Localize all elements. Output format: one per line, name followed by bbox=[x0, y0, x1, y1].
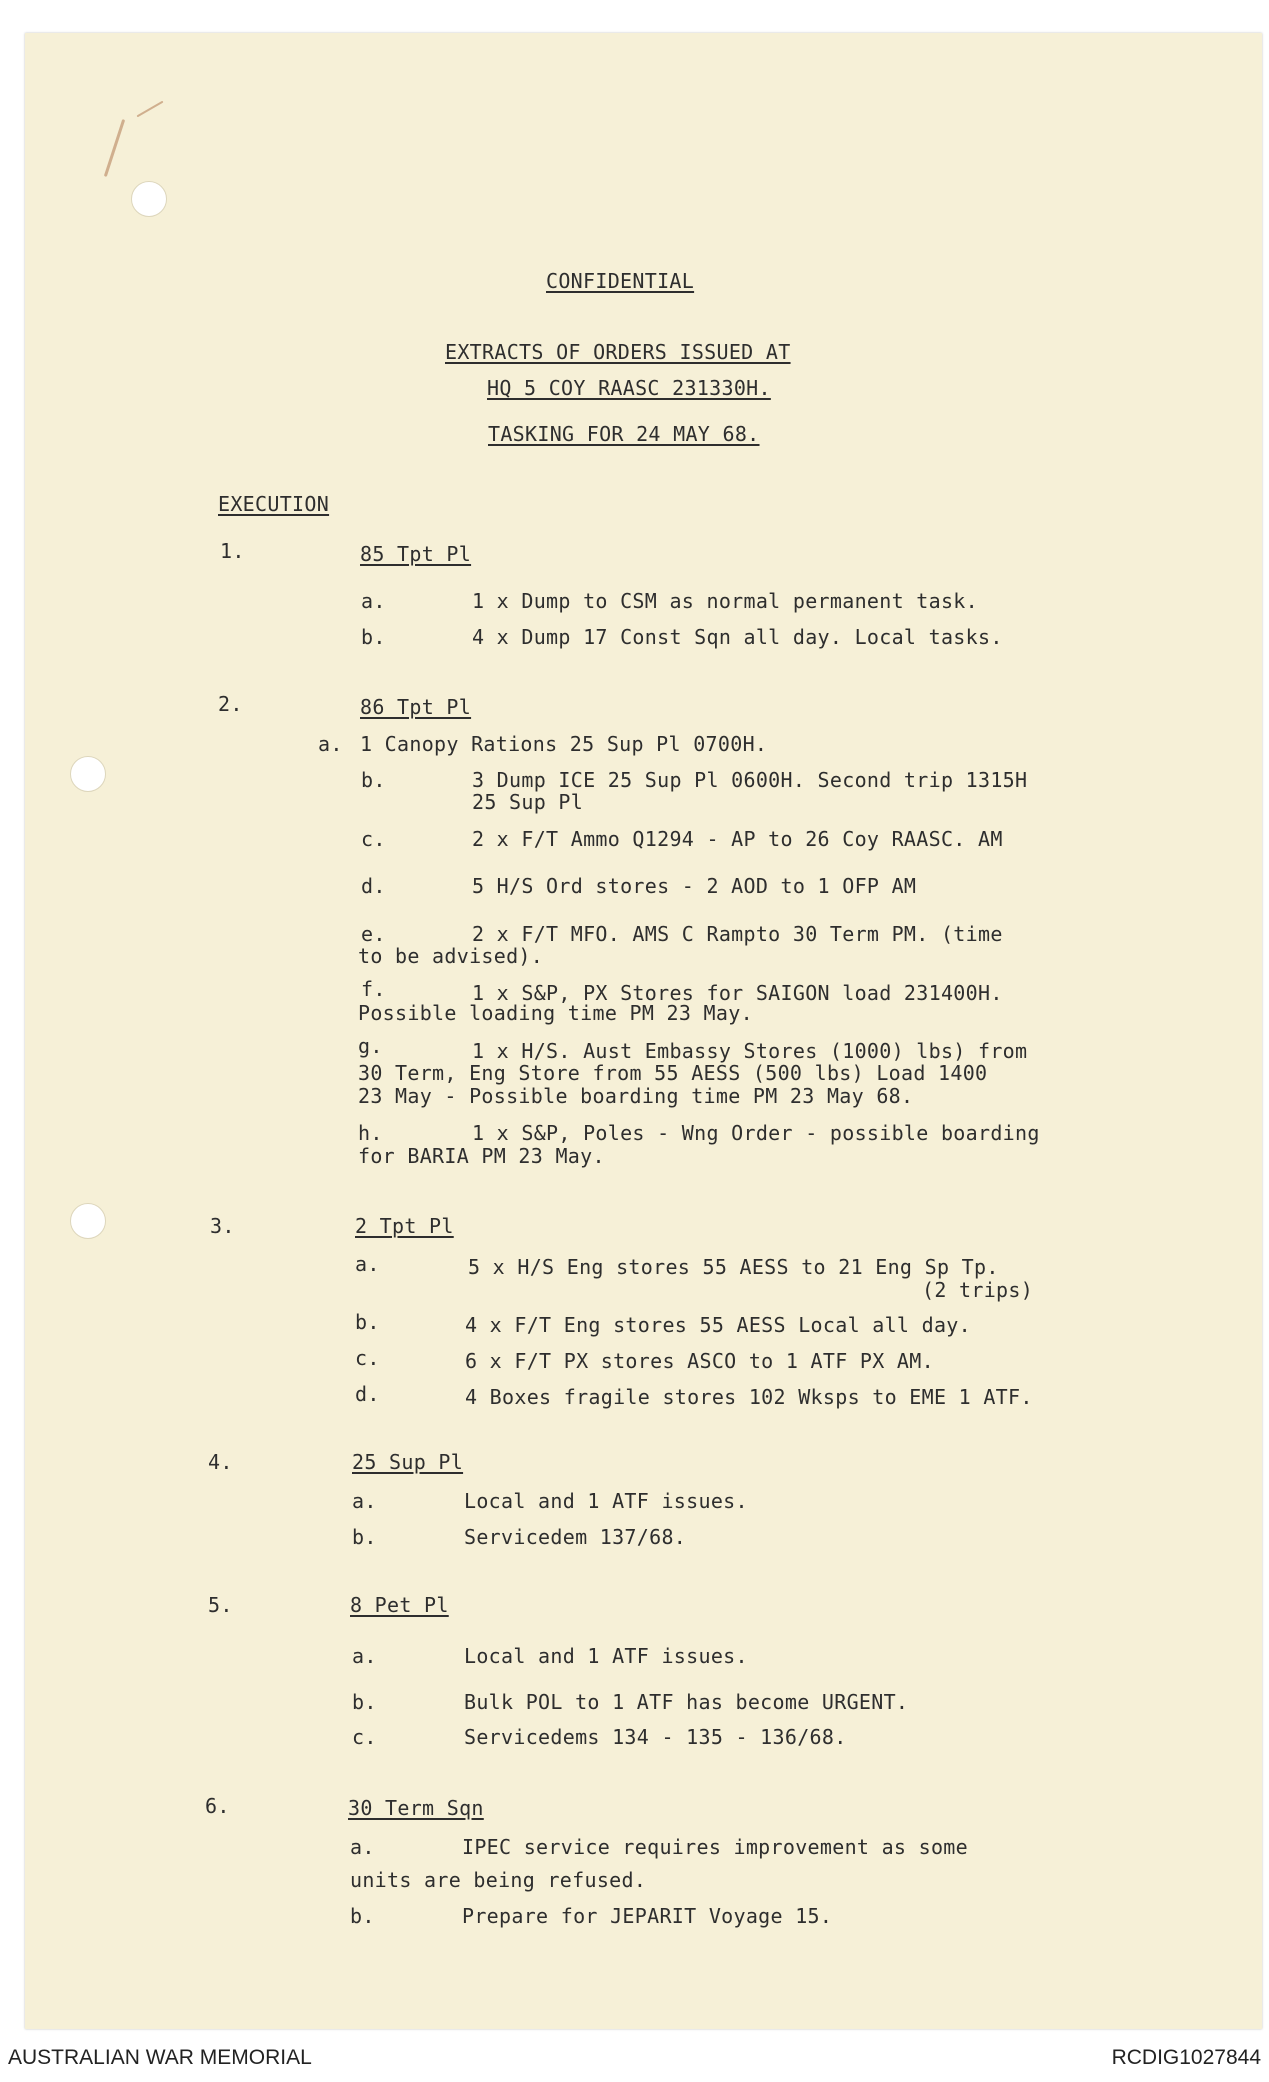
item-text: 4 x Dump 17 Const Sqn all day. Local tasks. bbox=[472, 625, 1003, 649]
item-text: (2 trips) bbox=[922, 1278, 1034, 1302]
item-letter: g. bbox=[358, 1034, 383, 1058]
item-text: 1 Canopy Rations 25 Sup Pl 0700H. bbox=[360, 732, 768, 756]
item-text: 2 x F/T Ammo Q1294 - AP to 26 Coy RAASC. AM bbox=[472, 827, 1003, 851]
item-text: 2 x F/T MFO. AMS C Rampto 30 Term PM. (time bbox=[472, 922, 1003, 946]
item-letter: b. bbox=[355, 1310, 380, 1334]
item-text: for BARIA PM 23 May. bbox=[358, 1144, 605, 1168]
item-letter: a. bbox=[350, 1835, 375, 1859]
section-number: 6. bbox=[205, 1794, 230, 1818]
item-letter: c. bbox=[352, 1725, 377, 1749]
item-text: Bulk POL to 1 ATF has become URGENT. bbox=[464, 1690, 909, 1714]
section-title: 85 Tpt Pl bbox=[360, 542, 472, 566]
section-title: 25 Sup Pl bbox=[352, 1450, 464, 1474]
item-text: 5 x H/S Eng stores 55 AESS to 21 Eng Sp Tp. bbox=[468, 1255, 999, 1279]
item-letter: c. bbox=[361, 827, 386, 851]
item-text: Prepare for JEPARIT Voyage 15. bbox=[462, 1904, 833, 1928]
item-text: Possible loading time PM 23 May. bbox=[358, 1001, 753, 1025]
item-letter: b. bbox=[350, 1904, 375, 1928]
item-text: 4 x F/T Eng stores 55 AESS Local all day. bbox=[465, 1313, 971, 1337]
item-text: 4 Boxes fragile stores 102 Wksps to EME 1 ATF. bbox=[465, 1385, 1033, 1409]
section-heading: EXECUTION bbox=[218, 492, 330, 516]
item-letter: a. bbox=[318, 732, 343, 756]
archive-reference-id: RCDIG1027844 bbox=[1111, 2046, 1261, 2069]
item-letter: d. bbox=[361, 874, 386, 898]
document-title: EXTRACTS OF ORDERS ISSUED AT bbox=[445, 340, 791, 364]
item-letter: a. bbox=[355, 1252, 380, 1276]
section-number: 1. bbox=[220, 539, 245, 563]
section-title: 30 Term Sqn bbox=[348, 1796, 484, 1820]
punch-hole bbox=[131, 181, 167, 217]
rust-stain bbox=[104, 119, 125, 177]
classification-heading: CONFIDENTIAL bbox=[546, 269, 695, 293]
item-letter: a. bbox=[352, 1489, 377, 1513]
section-number: 2. bbox=[218, 692, 243, 716]
item-letter: h. bbox=[358, 1121, 383, 1145]
document-title: TASKING FOR 24 MAY 68. bbox=[488, 422, 760, 446]
item-letter: b. bbox=[352, 1525, 377, 1549]
item-text: 1 x S&P, Poles - Wng Order - possible boarding bbox=[472, 1121, 1040, 1145]
item-text: Local and 1 ATF issues. bbox=[464, 1489, 748, 1513]
item-letter: b. bbox=[352, 1690, 377, 1714]
section-title: 8 Pet Pl bbox=[350, 1593, 449, 1617]
item-text: 1 x Dump to CSM as normal permanent task. bbox=[472, 589, 978, 613]
item-text: 3 Dump ICE 25 Sup Pl 0600H. Second trip 1315H bbox=[472, 768, 1028, 792]
item-letter: a. bbox=[352, 1644, 377, 1668]
item-text: Servicedems 134 - 135 - 136/68. bbox=[464, 1725, 847, 1749]
item-letter: c. bbox=[355, 1346, 380, 1370]
item-text: 6 x F/T PX stores ASCO to 1 ATF PX AM. bbox=[465, 1349, 934, 1373]
item-text: Servicedem 137/68. bbox=[464, 1525, 687, 1549]
item-letter: a. bbox=[361, 589, 386, 613]
item-text: 1 x H/S. Aust Embassy Stores (1000) lbs) from bbox=[472, 1039, 1028, 1063]
punch-hole bbox=[70, 756, 106, 792]
item-text: 1 x S&P, PX Stores for SAIGON load 231400H. bbox=[472, 981, 1003, 1005]
section-number: 3. bbox=[210, 1214, 235, 1238]
item-text: 5 H/S Ord stores - 2 AOD to 1 OFP AM bbox=[472, 874, 917, 898]
punch-hole bbox=[70, 1203, 106, 1239]
section-title: 2 Tpt Pl bbox=[355, 1214, 454, 1238]
item-letter: b. bbox=[361, 768, 386, 792]
item-text: IPEC service requires improvement as some bbox=[462, 1835, 968, 1859]
section-number: 4. bbox=[208, 1450, 233, 1474]
item-letter: d. bbox=[355, 1382, 380, 1406]
item-text: units are being refused. bbox=[350, 1868, 647, 1892]
item-text: Local and 1 ATF issues. bbox=[464, 1644, 748, 1668]
section-number: 5. bbox=[208, 1593, 233, 1617]
rust-stain bbox=[137, 101, 164, 118]
document-title: HQ 5 COY RAASC 231330H. bbox=[487, 376, 771, 400]
item-text: to be advised). bbox=[358, 944, 544, 968]
item-text: 25 Sup Pl bbox=[472, 790, 584, 814]
section-title: 86 Tpt Pl bbox=[360, 695, 472, 719]
archive-credit: AUSTRALIAN WAR MEMORIAL bbox=[8, 2046, 312, 2069]
item-letter: b. bbox=[361, 625, 386, 649]
item-text: 23 May - Possible boarding time PM 23 May 68. bbox=[358, 1084, 914, 1108]
item-letter: f. bbox=[361, 977, 386, 1001]
item-text: 30 Term, Eng Store from 55 AESS (500 lbs) Load 1400 bbox=[358, 1061, 988, 1085]
item-letter: e. bbox=[361, 922, 386, 946]
